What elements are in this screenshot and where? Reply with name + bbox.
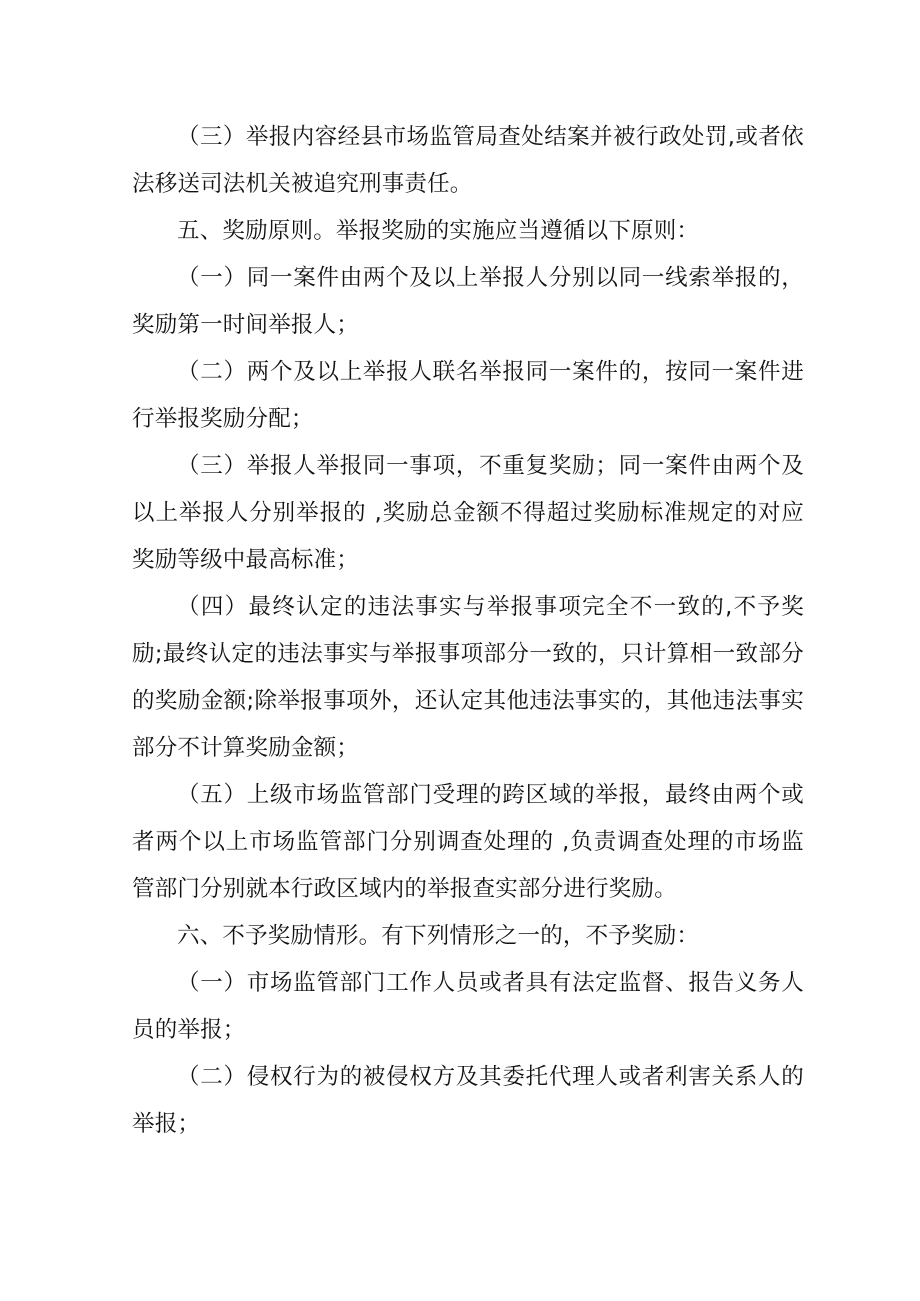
principle-1-first-reporter: （一）同一案件由两个及以上举报人分别以同一线索举报的，奖励第一时间举报人； (132, 265, 804, 338)
principle-2-joint-report: （二）两个及以上举报人联名举报同一案件的，按同一案件进行举报奖励分配； (132, 359, 804, 432)
heading-5-reward-principles: 五、奖励原则。举报奖励的实施应当遵循以下原则： (177, 218, 700, 244)
heading-6-no-reward-cases: 六、不予奖励情形。有下列情形之一的，不予奖励： (177, 923, 700, 949)
principle-4-partial-match: （四）最终认定的违法事实与举报事项完全不一致的,不予奖励;最终认定的违法事实与举报事项部分一致的，只计算相一致部分的奖励金额;除举报事项外，还认定其他违法事实的，其他违法事实部分不计算奖励金额； (132, 594, 804, 761)
exclusion-2-infringed-party: （二）侵权行为的被侵权方及其委托代理人或者利害关系人的举报； (132, 1064, 804, 1137)
document-body (132, 114, 804, 1148)
paragraph-3-case-closed: （三）举报内容经县市场监管局查处结案并被行政处罚,或者依法移送司法机关被追究刑事责任。 (132, 124, 804, 197)
principle-5-cross-region: （五）上级市场监管部门受理的跨区域的举报，最终由两个或者两个以上市场监管部门分别调查处理的 ,负责调查处理的市场监管部门分别就本行政区域内的举报查实部分进行奖励。 (132, 782, 804, 902)
exclusion-1-staff-reports: （一）市场监管部门工作人员或者具有法定监督、报告义务人员的举报； (132, 970, 804, 1043)
principle-3-no-duplicate-reward: （三）举报人举报同一事项，不重复奖励；同一案件由两个及以上举报人分别举报的 ,奖励总金额不得超过奖励标准规定的对应奖励等级中最高标准； (132, 453, 804, 573)
